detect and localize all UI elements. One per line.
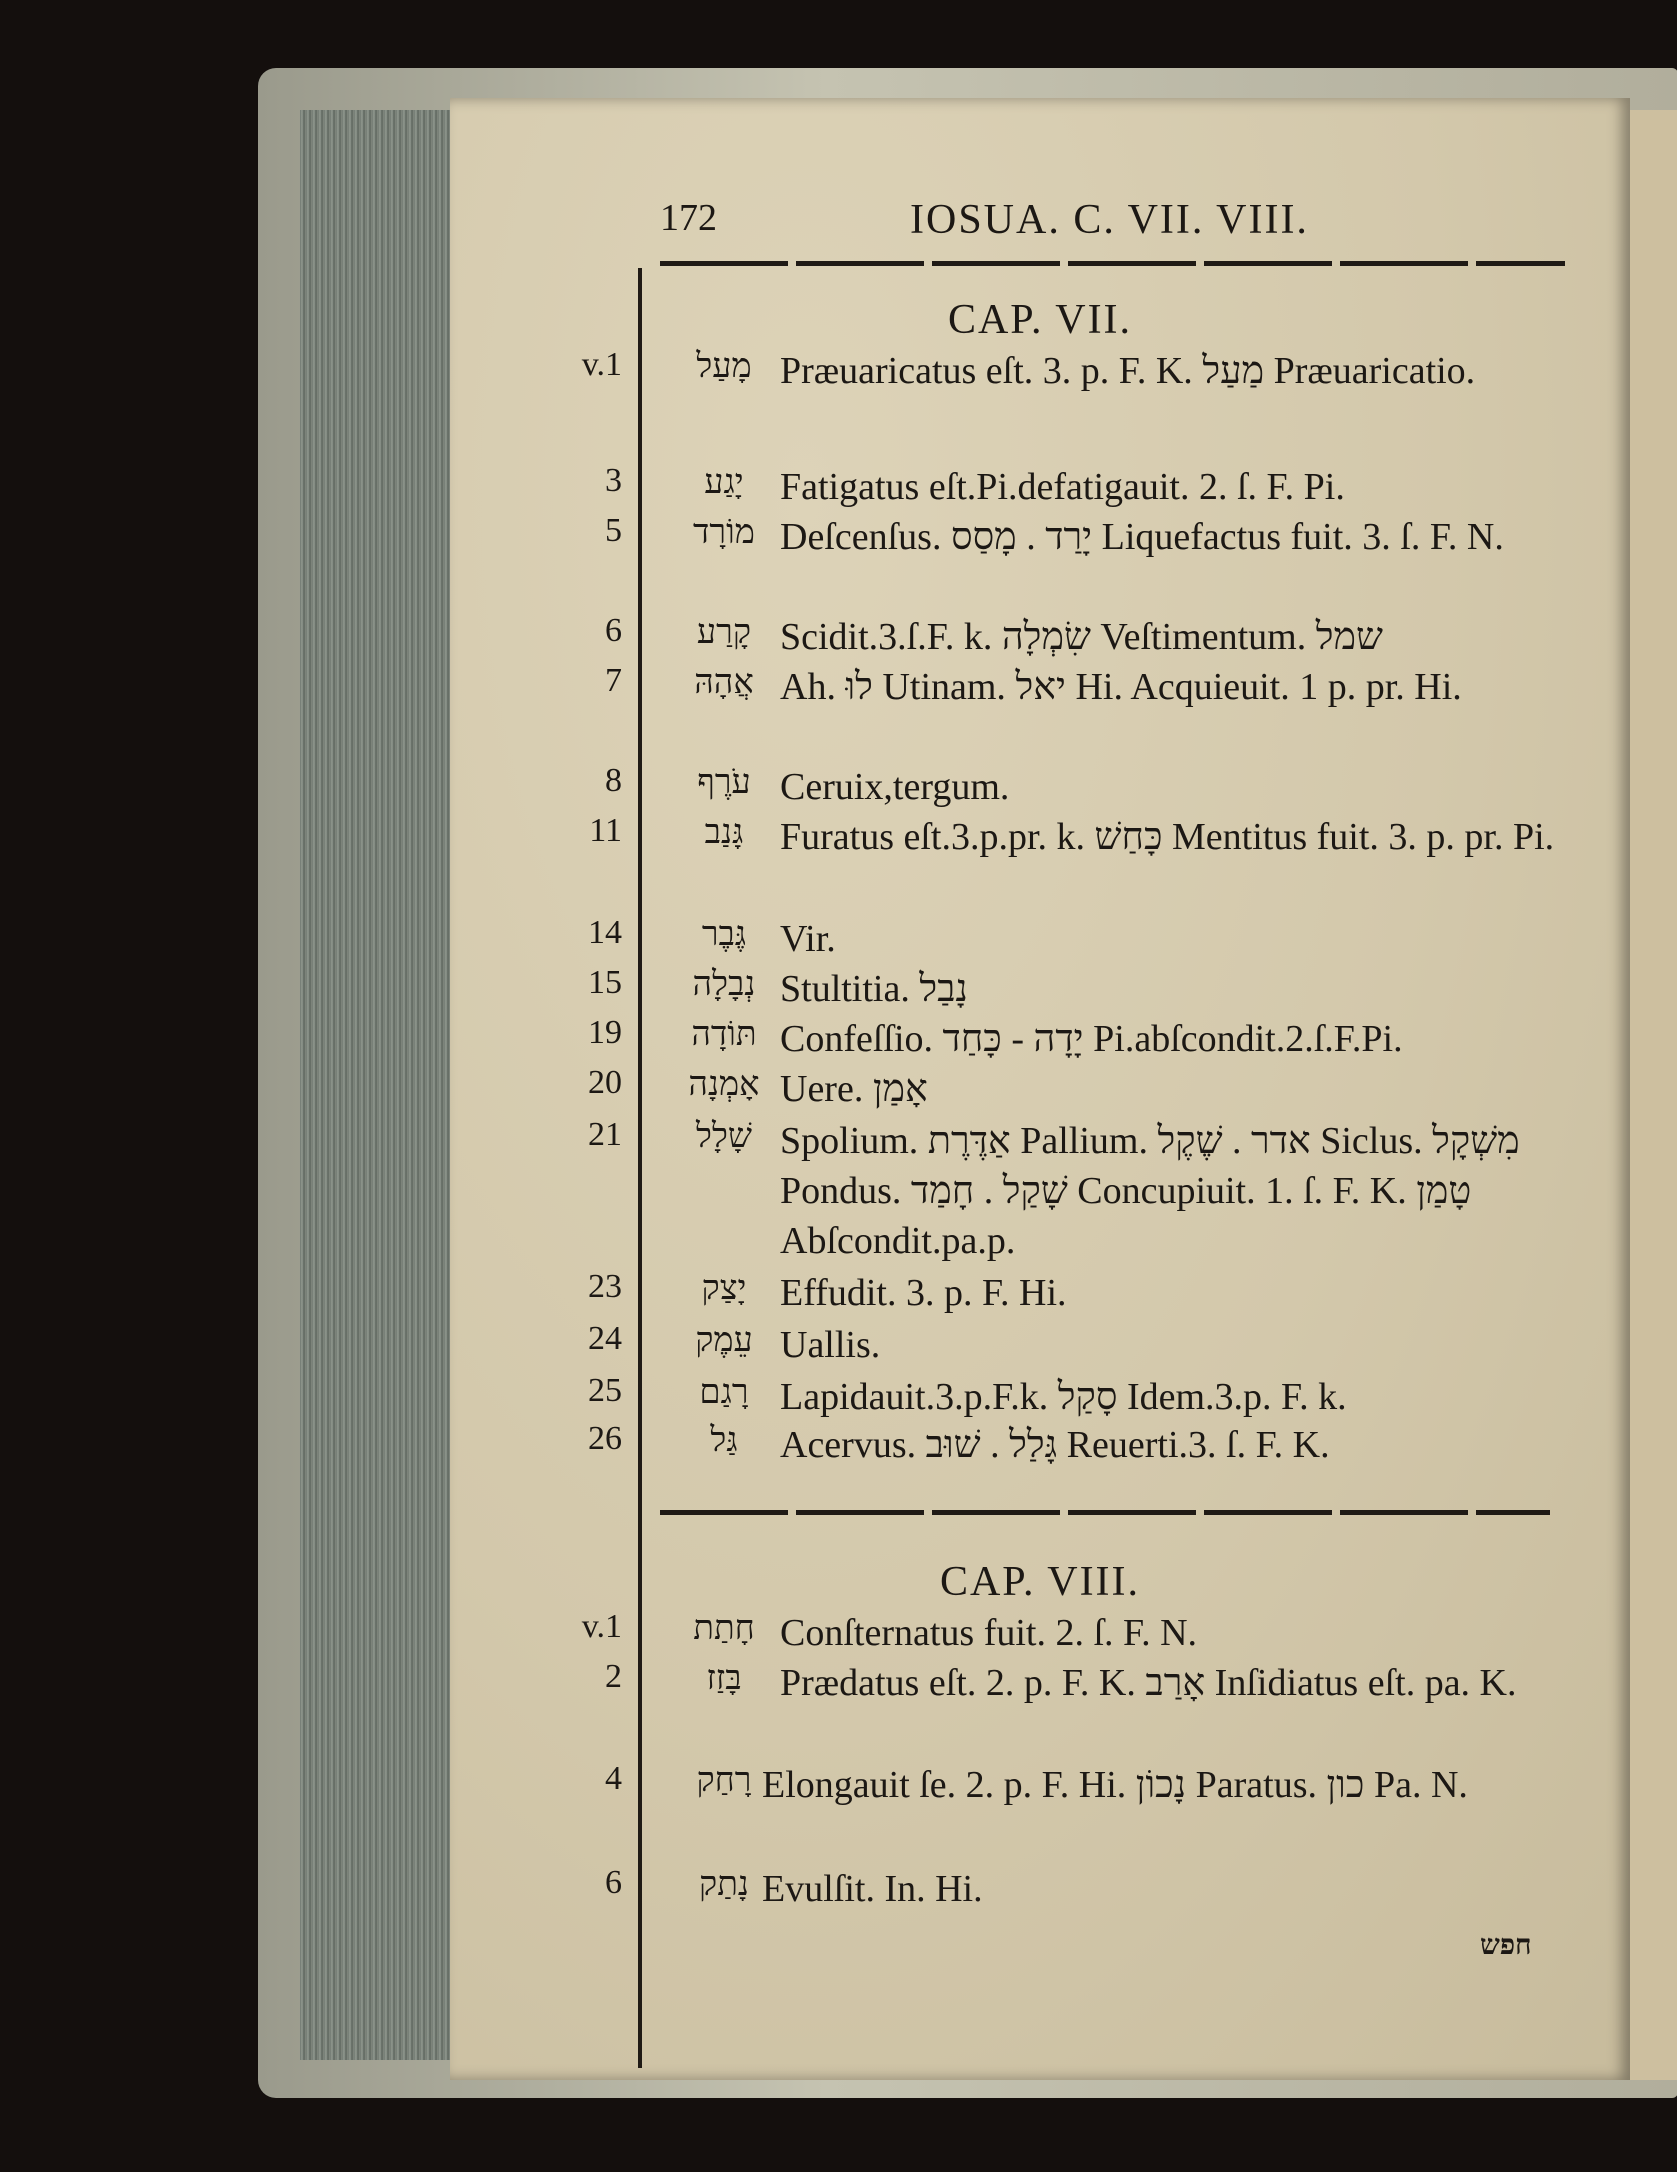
verse-number: 5: [605, 512, 622, 549]
gloss-text: Scidit.3.ſ.F. k. שִׂמְלָה Veſtimentum. שמל: [780, 616, 1383, 658]
verse-number: 6: [605, 612, 622, 649]
catchword: חפש: [1480, 1928, 1532, 1961]
gloss-text: Lapidauit.3.p.F.k. סָקַל Idem.3.p. F. k.: [780, 1376, 1347, 1418]
verse-number: v.1: [581, 1608, 622, 1645]
gloss-text: Uere. אָמַן: [780, 1068, 928, 1110]
hebrew-headword: מוֹרָד: [693, 512, 755, 552]
hebrew-headword: עֵמֶק: [695, 1320, 753, 1360]
verse-number: 25: [588, 1372, 622, 1409]
hebrew-headword: גֶּבֶר: [701, 914, 747, 954]
verse-number: 3: [605, 462, 622, 499]
hebrew-headword: תּוֹדָה: [691, 1014, 757, 1054]
chapter-heading-vii: CAP. VII.: [947, 297, 1133, 343]
gloss-text: Furatus eſt.3.p.pr. k. כָּחַשׁ Mentitus fuit. 3. p. pr. Pi.: [780, 816, 1555, 858]
book-page: [450, 98, 1630, 2080]
verse-number: 8: [605, 762, 622, 799]
verse-number: 2: [605, 1658, 622, 1695]
hebrew-headword: חָתַת: [693, 1608, 755, 1648]
verse-number: 26: [588, 1420, 622, 1457]
facing-page-edge: [1628, 110, 1677, 2080]
running-title: IOSUA. C. VII. VIII.: [910, 197, 1309, 243]
verse-number: 14: [588, 914, 622, 951]
verse-number: 7: [605, 662, 622, 699]
gloss-text: Ceruix,tergum.: [780, 766, 1010, 808]
verse-number: 21: [588, 1116, 622, 1153]
chapter-heading-viii: CAP. VIII.: [939, 1559, 1141, 1605]
column-rule: [638, 268, 642, 2068]
hebrew-headword: רָגַם: [699, 1372, 749, 1412]
verse-number: 19: [588, 1014, 622, 1051]
verse-number: 6: [605, 1864, 622, 1901]
hebrew-headword: יָגַע: [704, 462, 744, 502]
verse-number: 24: [588, 1320, 622, 1357]
gloss-text: Vir.: [780, 918, 836, 960]
gloss-text: Effudit. 3. p. F. Hi.: [780, 1272, 1067, 1314]
gloss-text: Præuaricatus eſt. 3. p. F. K. מַעַל Præuaricatio.: [780, 350, 1476, 392]
gloss-text: Ah. לוּ Utinam. יאל Hi. Acquieuit. 1 p. pr. Hi.: [780, 666, 1462, 708]
chapter-divider-rule: [660, 1510, 1550, 1515]
verse-number: 4: [605, 1760, 622, 1797]
verse-number: v.1: [581, 346, 622, 383]
gloss-text: Elongauit ſe. 2. p. F. Hi. נָכוֹן Paratus. כון Pa. N.: [762, 1764, 1468, 1806]
gloss-text: Stultitia. נָבַל: [780, 968, 968, 1010]
hebrew-headword: רָחַק: [696, 1760, 752, 1800]
hebrew-headword: יָצַק: [701, 1268, 747, 1308]
hebrew-headword: גַּל: [710, 1420, 738, 1460]
verse-number: 15: [588, 964, 622, 1001]
verse-number: 20: [588, 1064, 622, 1101]
gloss-text: Acervus. גָּלַל . שׁוּב Reuerti.3. ſ. F. K.: [780, 1424, 1330, 1466]
hebrew-headword: שָׁלָל: [696, 1116, 752, 1156]
gloss-text: Prædatus eſt. 2. p. F. K. אָרַב Inſidiatus eſt. pa. K.: [780, 1662, 1517, 1704]
gloss-text: Evulſit. In. Hi.: [762, 1868, 983, 1910]
gloss-text: Uallis.: [780, 1324, 881, 1366]
hebrew-headword: מָעַל: [696, 346, 752, 386]
gloss-text: Confeſſio. יָדָה - כָּחַד Pi.abſcondit.2.ſ.F.Pi.: [780, 1018, 1403, 1060]
verse-number: 11: [589, 812, 622, 849]
page-header: [660, 196, 1530, 256]
hebrew-headword: אֲהָהּ: [694, 662, 754, 702]
hebrew-headword: אָמְנָה: [688, 1064, 760, 1104]
hebrew-headword: גָּנַב: [704, 812, 744, 852]
hebrew-headword: נְבָלָה: [692, 964, 756, 1004]
hebrew-headword: עֹרֶף: [697, 762, 751, 802]
page-number: 172: [660, 197, 717, 239]
gloss-text: Deſcenſus. יָרַד . מָסַס Liquefactus fuit. 3. ſ. F. N.: [780, 516, 1504, 558]
hebrew-headword: בָּזַז: [706, 1658, 742, 1698]
gloss-text: Fatigatus eſt.Pi.defatigauit. 2. ſ. F. Pi.: [780, 466, 1345, 508]
gloss-text: Spolium. אַדֶּרֶת Pallium. אדר . שֶׁקֶל Siclus. מִשְׁקָל Pondus. שָׁקַל . חָמַד Concupiuit. 1. ſ. F. K. טָמַן Abſcondit.pa.p.: [780, 1120, 1520, 1262]
hebrew-headword: קָרַע: [696, 612, 752, 652]
hebrew-headword: נָתַק: [699, 1864, 749, 1904]
header-rule: [660, 261, 1565, 266]
verse-number: 23: [588, 1268, 622, 1305]
gloss-text: Conſternatus fuit. 2. ſ. F. N.: [780, 1612, 1198, 1654]
